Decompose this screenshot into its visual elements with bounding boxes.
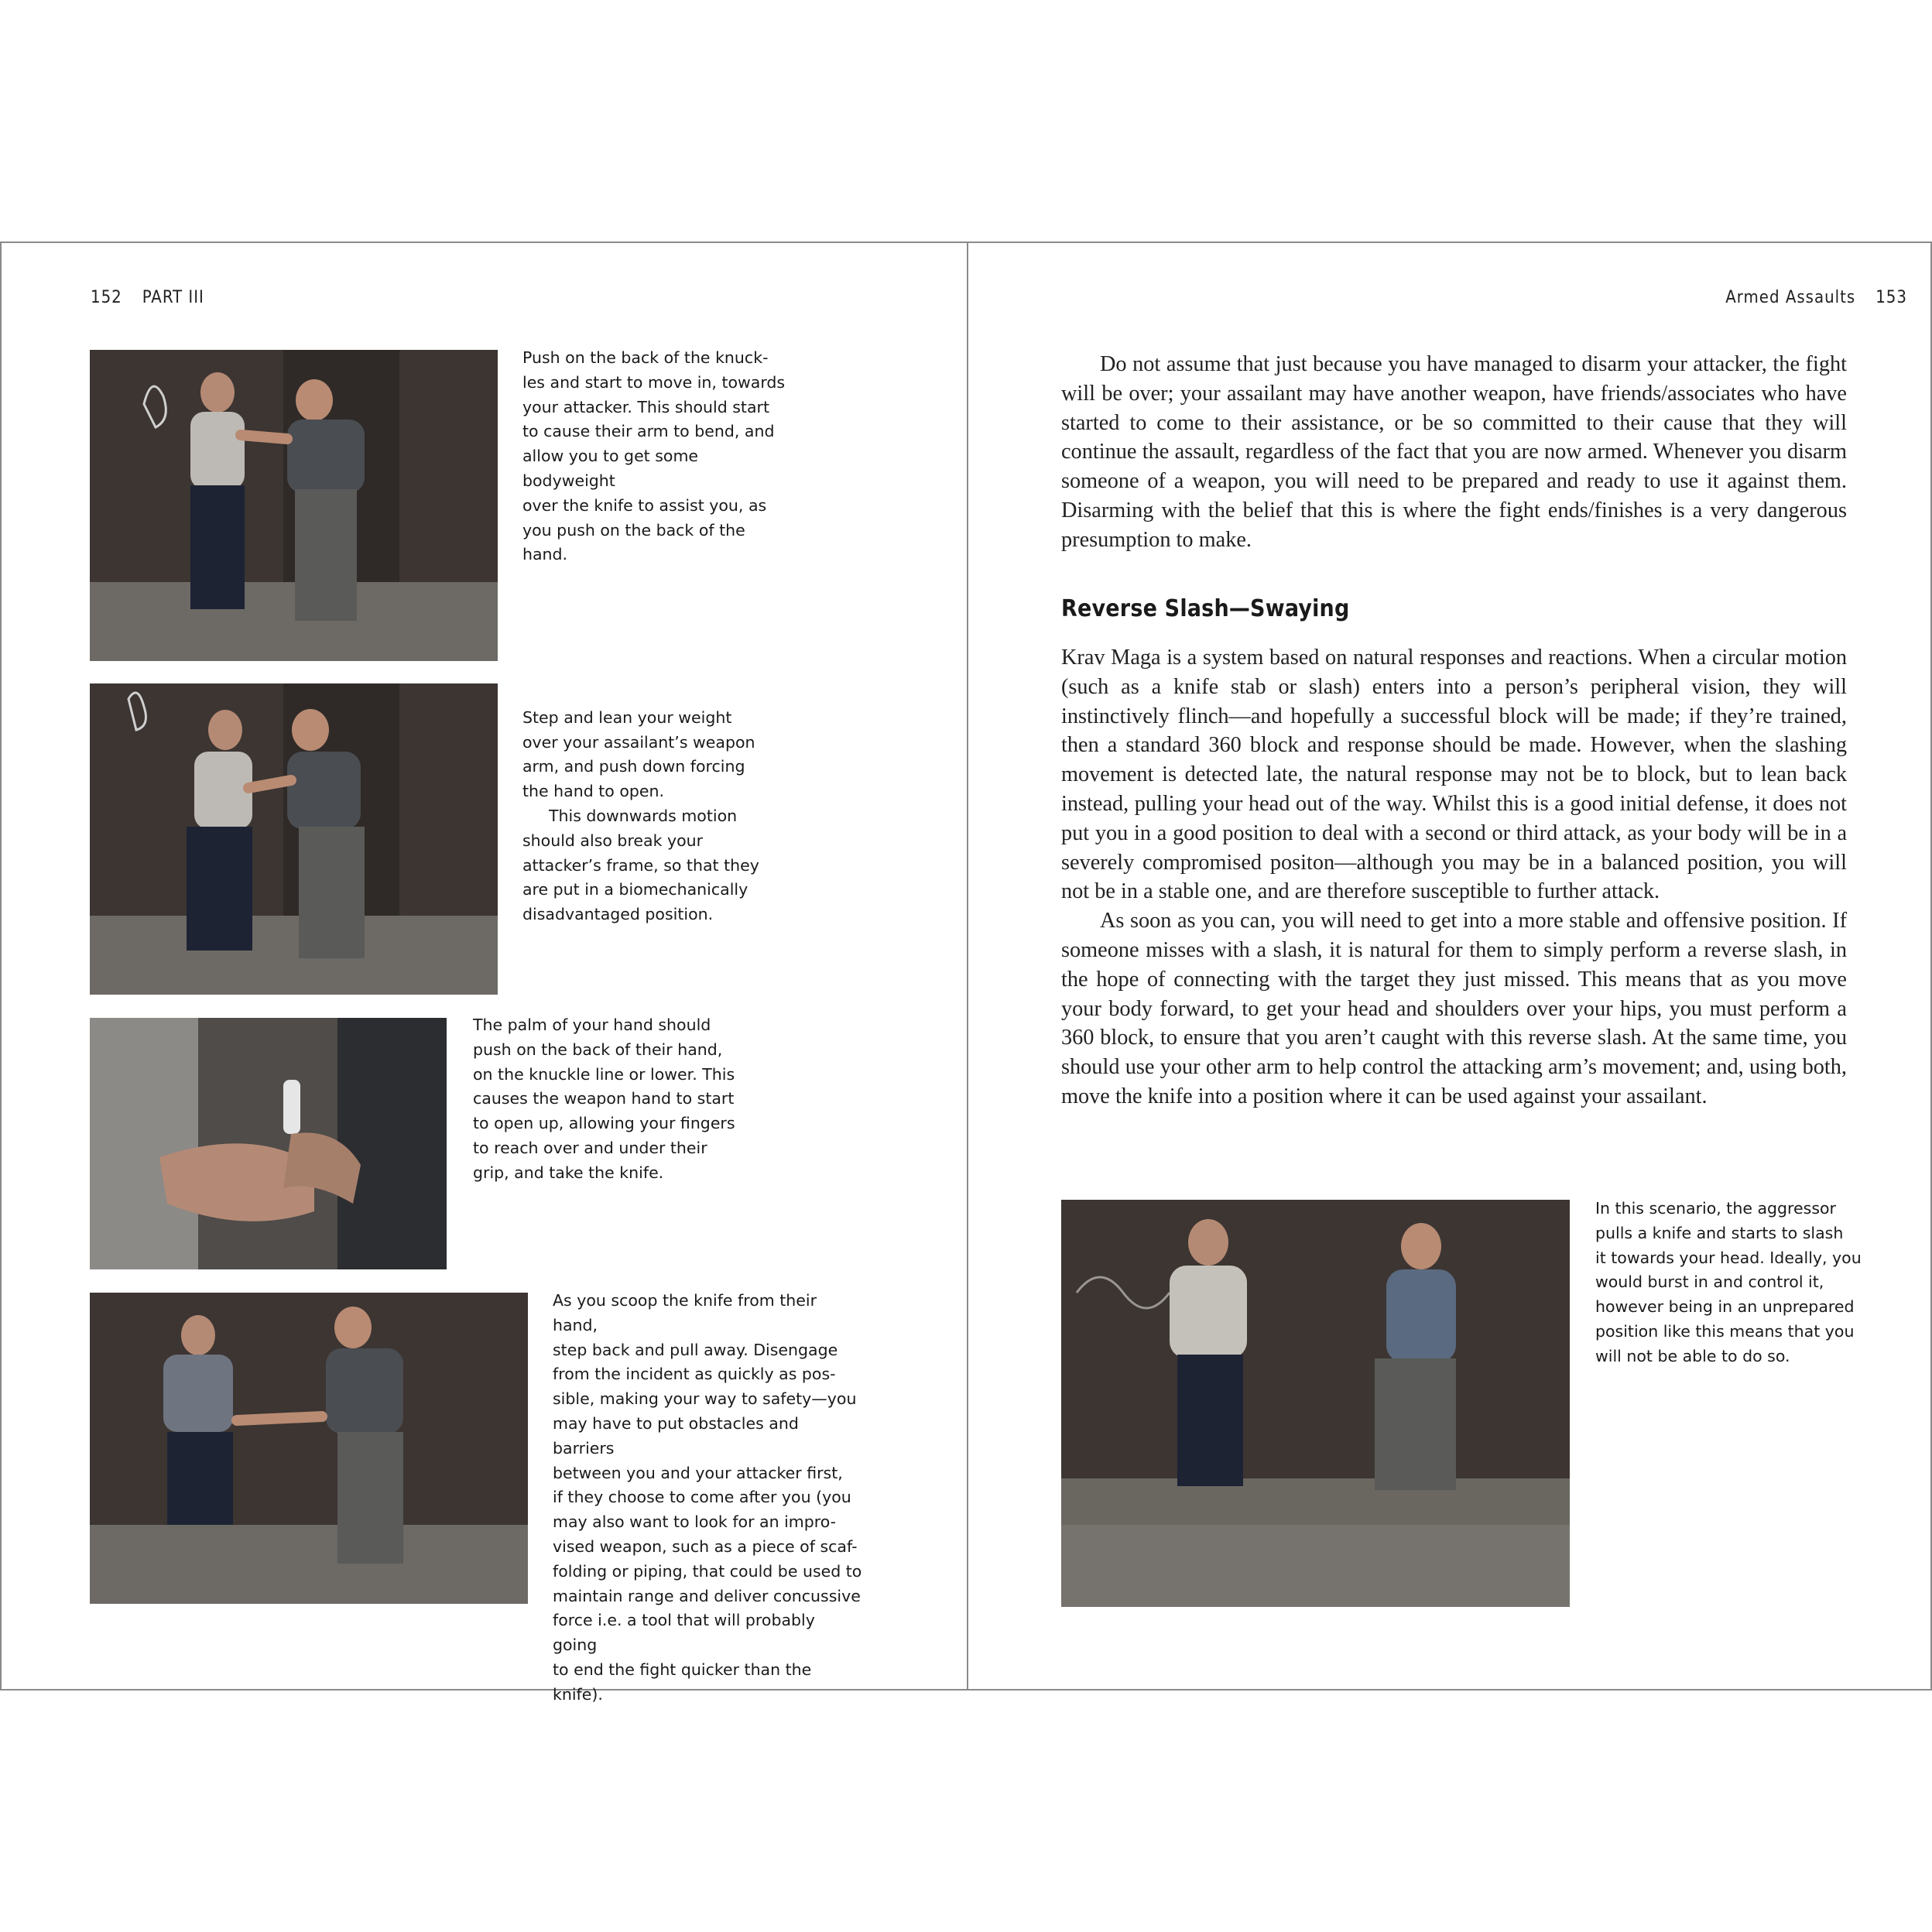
caption-2-part-1: Step and lean your weight over your assailant’s weapon arm, and push down forcing the hand to open.: [522, 707, 755, 801]
caption-5: In this scenario, the aggressor pulls a knife and starts to slash it towards your head. Ideally, you would burst in and control it, however being in an unprepared position like this means that you will not be able to do so.: [1595, 1199, 1862, 1365]
caption-3: The palm of your hand should push on the back of their hand, on the knuckle line or lower. This causes the weapon hand to start to open up, allowing your fingers to reach over and under their grip, and take the knife.: [473, 1016, 735, 1182]
page-number: 152: [91, 288, 122, 307]
photo-hand-closeup: [90, 1018, 447, 1269]
caption-2-part-2: This downwards motion should also break your attacker’s frame, so that they are put in a biomechanically disadvantaged position.: [522, 806, 759, 924]
caption-1: Push on the back of the knuck- les and start to move in, towards your attacker. This should start to cause their arm to bend, and allow you to get some bodyweight over the knife to assist you, as you push on the back of the hand.: [522, 348, 786, 564]
photo-weight-lean: [90, 683, 498, 995]
intro-paragraph-text: Do not assume that just because you have managed to disarm your attacker, the fight will be over; your assailant may have another weapon, have friends/associates who have started to come to their assistance, or be so committed to their cause that they will continue the assault, regardless of the fact that you are now armed. Whenever you disarm someone of a weapon, you will need to be prepared and ready to use it against them. Disarming with the belief that this is where the fight ends/finishes is a very dangerous presumption to make.: [1061, 352, 1847, 552]
photo-scoop-knife: [90, 1293, 528, 1604]
page-number: 153: [1875, 288, 1907, 307]
section-paragraph-1: Krav Maga is a system based on natural responses and reactions. When a circular motion (such as a knife stab or slash) enters into a person’s peripheral vision, they will instinctively flinch—and hopefully a successful block will be made; if they’re trained, then a standard 360 block and response should be made. However, when the slashing movement is detected late, the natural response may not be to block, but to lean back instead, pulling your head out of the way. Whilst this is a good initial defense, it does not put you in a good position to deal with a second or third attack, as your body will be in a severely compromised positon—although you may be in a balanced position, you will not be in a stable one, and are therefore susceptible to further attack.: [1061, 646, 1847, 904]
right-page: [967, 243, 1932, 1689]
section-paragraph-2: As soon as you can, you will need to get into a more stable and offensive position. If someone misses with a slash, it is natural for them to simply perform a reverse slash, in the hope of connecting with the target they just missed. This means that as you move your body forward, to get your head and shoulders over your hips, you must perform a 360 block, to ensure that you aren’t caught with this reverse slash. At the same time, you should use your other arm to help control the attacking arm’s movement; and, using both, move the knife into a position where it can be used against your assailant.: [1061, 909, 1847, 1108]
caption-2: [522, 681, 786, 952]
left-page: [0, 243, 965, 1704]
book-spread: [0, 242, 1932, 1704]
section-heading: Reverse Slash—Swaying: [1061, 595, 1350, 622]
running-head: PART III: [142, 288, 204, 307]
right-folio: [1725, 288, 1907, 307]
left-folio: [91, 288, 204, 307]
running-head: Armed Assaults: [1725, 288, 1856, 307]
caption-4: As you scoop the knife from their hand, step back and pull away. Disengage from the incident as quickly as pos- sible, making your way to safety—you may have to put obstacles and barriers between you and your attacker first, if they choose to come after you (you may also want to look for an impro- vised weapon, such as a piece of scaf- folding or piping, that could be used to maintain range and deliver concussive force i.e. a tool that will probably going to end the fight quicker than the knife).: [553, 1291, 862, 1704]
photo-knuckle-push: [90, 350, 498, 661]
photo-reverse-slash: [1061, 1200, 1570, 1607]
intro-paragraph: [1061, 350, 1847, 555]
section-body: [1061, 643, 1847, 1112]
